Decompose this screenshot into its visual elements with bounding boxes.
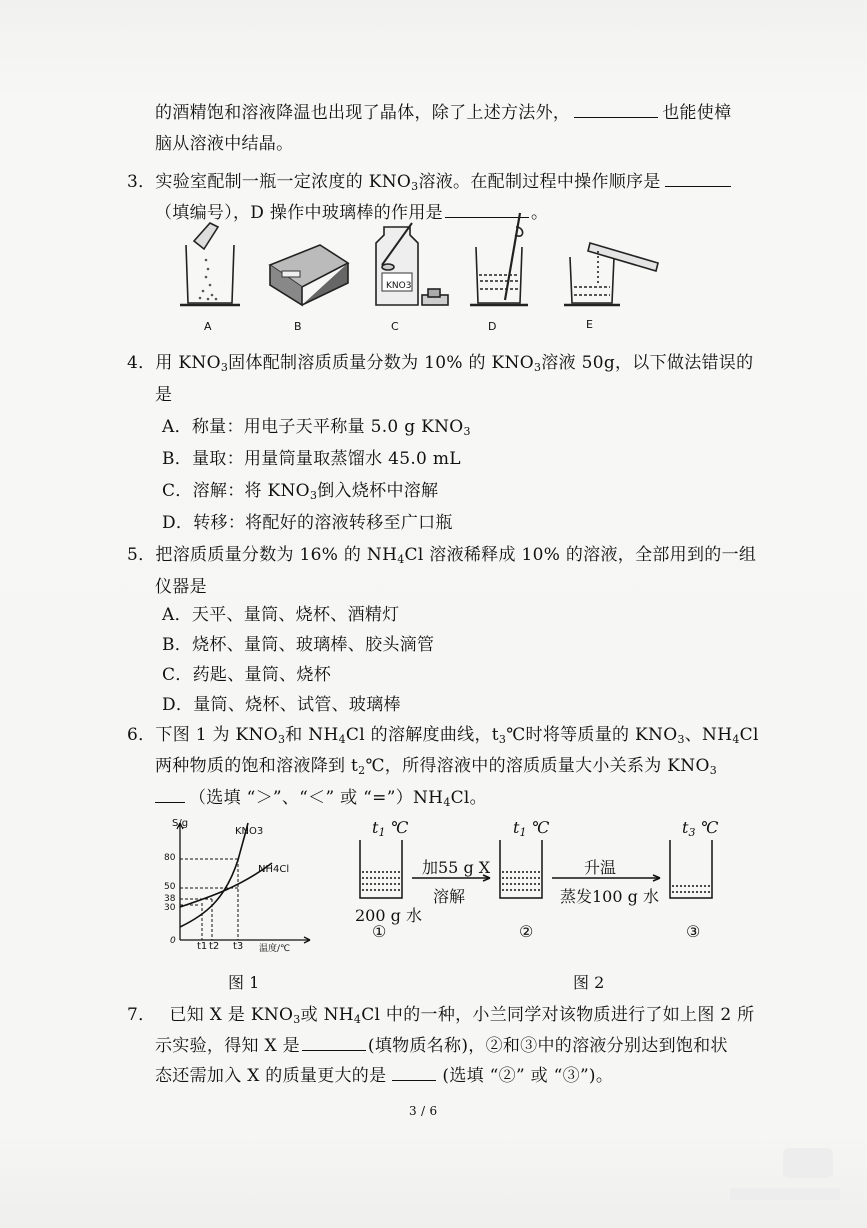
text: t	[372, 818, 379, 837]
text: 示实验，得知 X 是	[155, 1036, 300, 1056]
text: 实验室配制一瓶一定浓度的 KNO	[155, 172, 412, 192]
label-A: A	[204, 320, 212, 333]
subscript: 4	[338, 733, 346, 746]
subscript: 3	[533, 361, 542, 374]
question-3-line	[127, 170, 731, 198]
text-line	[155, 755, 717, 782]
text: 和 NH	[285, 725, 339, 745]
figure-1-caption: 图 1	[228, 973, 260, 992]
text-line	[155, 786, 487, 814]
page-number: 3 / 6	[409, 1104, 438, 1118]
text: ℃	[390, 818, 409, 837]
subscript: 4	[353, 1013, 362, 1026]
text: 下图 1 为 KNO	[155, 725, 278, 745]
label-D: D	[488, 320, 497, 333]
watermark-text-block	[730, 1188, 840, 1200]
answer-blank[interactable]	[302, 1034, 366, 1051]
option-C[interactable]	[162, 480, 438, 507]
text: 的酒精饱和溶液降温也出现了晶体，除了上述方法外，	[155, 103, 571, 123]
text: 也能使樟	[662, 103, 732, 123]
bottle-label: KNO3	[386, 281, 412, 291]
tick-label: 38	[164, 894, 176, 904]
text: Cl	[739, 725, 759, 745]
subscript: 1	[519, 826, 527, 839]
question-7-line	[127, 1004, 754, 1031]
series-label-kno3: KNO3	[235, 826, 264, 837]
step-2-label: 升温	[584, 858, 617, 877]
temp-label-2	[513, 818, 549, 839]
y-axis-label: S/g	[172, 818, 189, 829]
figure-2-caption: 图 2	[573, 973, 605, 992]
question-number: 3．	[127, 172, 156, 192]
text: 已知 X 是 KNO	[169, 1005, 294, 1025]
subscript: 4	[732, 733, 740, 746]
text: （选填 “＞”、“＜” 或 “=”）NH	[189, 788, 444, 808]
text: C．溶解：将 KNO	[162, 481, 310, 501]
option-D[interactable]: D．转移：将配好的溶液转移至广口瓶	[162, 513, 453, 533]
subscript: 3	[411, 180, 419, 193]
label-B: B	[294, 320, 302, 333]
subscript: 4	[397, 553, 405, 566]
tick-label: 30	[164, 903, 176, 913]
temp-label-1	[372, 818, 408, 839]
option-A[interactable]	[162, 416, 471, 443]
x-axis-label: 温度/℃	[259, 944, 291, 954]
beaker-2-number: ②	[519, 922, 534, 941]
beaker-1-number: ①	[372, 922, 387, 941]
question-6-line	[127, 724, 759, 751]
text: Cl 溶液稀释成 10% 的溶液，全部用到的一组	[404, 545, 757, 565]
answer-blank[interactable]	[155, 786, 185, 803]
text: Cl 的溶解度曲线，t	[345, 725, 499, 745]
text: (填物质名称)，②和③中的溶液分别达到饱和状	[367, 1036, 728, 1056]
text: 两种物质的饱和溶液降到 t	[155, 756, 359, 776]
tick-label-t1: t1	[197, 941, 208, 952]
text: (选填 “②” 或 “③”)。	[442, 1066, 614, 1086]
option-B[interactable]: B．量取：用量筒量取蒸馏水 45.0 mL	[162, 449, 461, 469]
text: Cl。	[450, 788, 487, 808]
option-B[interactable]: B．烧杯、量筒、玻璃棒、胶头滴管	[162, 635, 435, 655]
label-C: C	[391, 320, 399, 333]
tick-label-t2: t2	[209, 941, 220, 952]
subscript: 3	[277, 733, 286, 746]
text-line: 仪器是	[155, 577, 207, 597]
beaker-3-number: ③	[686, 922, 701, 941]
subscript: 3	[220, 361, 229, 374]
text: 倒入烧杯中溶解	[317, 481, 439, 501]
option-D[interactable]: D．量筒、烧杯、试管、玻璃棒	[162, 695, 401, 715]
text-line	[155, 1034, 728, 1057]
text: 固体配制溶质质量分数为 10% 的 KNO	[228, 353, 534, 373]
subscript: 3	[677, 733, 685, 746]
step-2-sublabel: 蒸发100 g 水	[560, 887, 659, 906]
question-4-line	[127, 352, 753, 379]
subscript: 3	[463, 425, 471, 438]
question-number: 4．	[127, 353, 156, 373]
step-1-sublabel: 溶解	[433, 887, 466, 906]
text: 态还需加入 X 的质量更大的是	[155, 1066, 387, 1086]
question-number: 6．	[127, 725, 156, 745]
text-line	[155, 1064, 613, 1087]
water-label: 200 g 水	[355, 906, 422, 925]
text-line	[155, 101, 731, 124]
tick-label: 50	[164, 882, 176, 892]
text: 用 KNO	[155, 353, 221, 373]
text: 脑从溶液中结晶。	[155, 134, 294, 154]
subscript: 1	[378, 826, 386, 839]
series-label-nh4cl: NH4Cl	[258, 864, 290, 875]
text: Cl 中的一种，小兰同学对该物质进行了如上图 2 所	[361, 1005, 755, 1025]
tick-label-t3: t3	[233, 941, 244, 952]
text: ℃	[700, 818, 719, 837]
text: 。	[530, 203, 549, 223]
text: t	[682, 818, 689, 837]
text: A．称量：用电子天平称量 5.0 g KNO	[162, 417, 464, 437]
question-5-line	[127, 544, 756, 571]
text: 溶液 50g，以下做法错误的	[541, 353, 754, 373]
text-line	[155, 133, 293, 155]
text: 、NH	[684, 725, 733, 745]
question-number: 7．	[127, 1005, 156, 1025]
origin-label: 0	[170, 936, 176, 946]
option-C[interactable]: C．药匙、量筒、烧杯	[162, 665, 332, 685]
temp-label-3	[682, 818, 718, 839]
text: （填编号），D 操作中玻璃棒的作用是	[155, 203, 443, 223]
answer-blank[interactable]	[392, 1064, 436, 1081]
subscript: 2	[358, 764, 366, 777]
option-A[interactable]: A．天平、量筒、烧杯、酒精灯	[162, 605, 400, 625]
subscript: 3	[709, 764, 717, 777]
question-number: 5．	[127, 545, 156, 565]
answer-blank[interactable]	[665, 170, 731, 187]
label-E: E	[586, 318, 593, 331]
text: 或 NH	[300, 1005, 354, 1025]
subscript: 3	[293, 1013, 301, 1026]
text: ℃	[531, 818, 550, 837]
answer-blank[interactable]	[574, 101, 658, 118]
step-1-label: 加55 g X	[422, 858, 491, 877]
subscript: 3	[309, 489, 318, 502]
watermark-logo	[783, 1148, 833, 1178]
subscript: 4	[443, 796, 451, 809]
text: ℃，所得溶液中的溶质质量大小关系为 KNO	[365, 756, 710, 776]
text: t	[513, 818, 520, 837]
text: 溶液。在配制过程中操作顺序是	[418, 172, 661, 192]
subscript: 3	[688, 826, 696, 839]
tick-label: 80	[164, 853, 176, 863]
text: ℃时将等质量的 KNO	[506, 725, 678, 745]
text: 把溶质质量分数为 16% 的 NH	[155, 545, 398, 565]
apparatus-drawings	[170, 205, 670, 320]
text-line: 是	[155, 385, 173, 405]
subscript: 3	[498, 733, 507, 746]
